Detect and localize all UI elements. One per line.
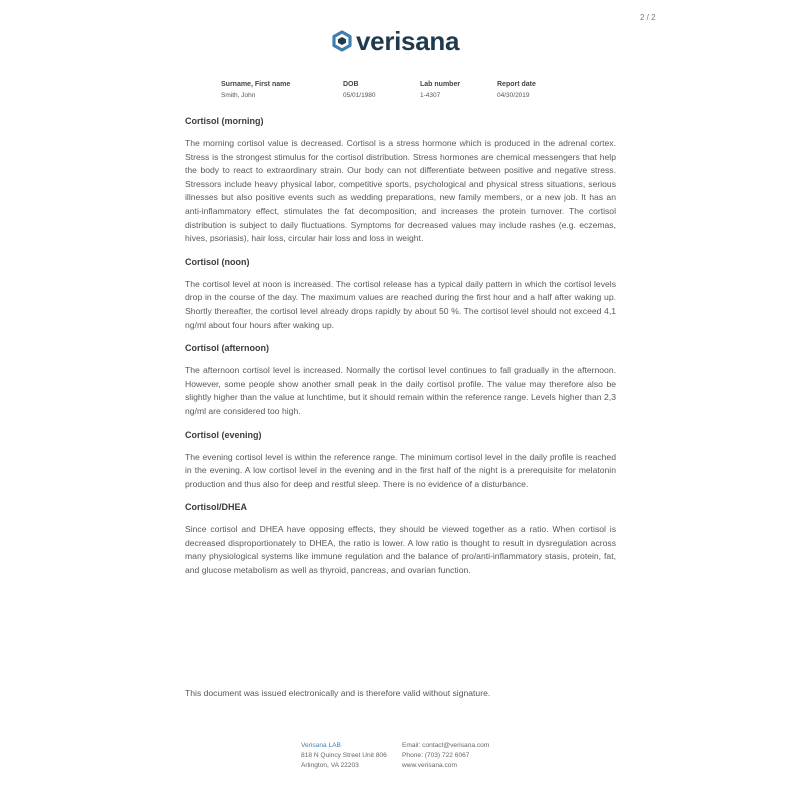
lab-number-column bbox=[420, 81, 497, 99]
hexagon-logo-icon bbox=[332, 30, 352, 52]
name-value: Smith, John bbox=[221, 92, 256, 99]
lab-number-label: Lab number bbox=[420, 81, 461, 88]
patient-name-column bbox=[221, 81, 343, 99]
footer-email: Email: contact@verisana.com bbox=[402, 742, 490, 749]
footer-address-line1: 818 N Quincy Street Unit 806 bbox=[301, 752, 387, 759]
section-cortisol-afternoon bbox=[185, 341, 616, 418]
section-cortisol-noon bbox=[185, 255, 616, 332]
report-date-value: 04/30/2019 bbox=[497, 92, 530, 99]
verisana-logo bbox=[332, 28, 459, 54]
electronic-issue-note: This document was issued electronically and is therefore valid without signature. bbox=[185, 688, 491, 698]
section-title: Cortisol/DHEA bbox=[185, 502, 248, 513]
lab-number-value: 1-4307 bbox=[420, 92, 441, 99]
section-cortisol-morning bbox=[185, 114, 616, 246]
page-number: 2 / 2 bbox=[640, 13, 656, 22]
footer-phone: Phone: (703) 722 6067 bbox=[402, 752, 470, 759]
dob-label: DOB bbox=[343, 81, 359, 88]
section-body: The evening cortisol level is within the reference range. The minimum cortisol level in the daily profile is reached in the evening. A low cortisol level in the evening and in the first half of the night is a prerequisite for melatonin production and thus also for deep and restful sleep. There is no evidence of a disturbance. bbox=[185, 451, 616, 489]
dob-value: 05/01/1980 bbox=[343, 92, 376, 99]
section-cortisol-dhea bbox=[185, 500, 616, 577]
section-body: Since cortisol and DHEA have opposing effects, they should be viewed together as a ratio. When cortisol is decreased disproportionately to DHEA, the ratio is lower. A low ratio is thought to result in dysregulation across many physiological systems like immune regulation and the balance of pro/anti-inflammatory stasis, protein, fat, and glucose metabolism as well as thyroid, pancreas, and ovarian function. bbox=[185, 524, 616, 576]
footer-address bbox=[301, 741, 402, 771]
brand-name: verisana bbox=[356, 26, 460, 56]
page-footer bbox=[301, 741, 489, 771]
name-label: Surname, First name bbox=[221, 81, 291, 88]
footer-website: www.verisana.com bbox=[402, 762, 457, 769]
section-title: Cortisol (morning) bbox=[185, 116, 264, 126]
section-body: The morning cortisol value is decreased. Cortisol is a stress hormone which is produced in the adrenal cortex. Stress is the strongest stimulus for the cortisol distribution. Stress hormones are chemical messengers that help the body to react to extraordinary strain. Our body can not differentiate between positive and negative stress. Stressors include heavy physical labor, competitive sports, psychological and physical stress situations, serious illnesses but also positive events such as wedding preparations, new family members, or a new job. It has an anti-inflammatory effect, stimulates the fat decomposition, and increases the protein turnover. The cortisol distribution is subject to daily fluctuations. Symptoms for decreased values may include rashes (e.g. eczemas, hives, psoriasis), hair loss, circular hair loss and loss in weight. bbox=[185, 138, 616, 244]
section-title: Cortisol (evening) bbox=[185, 429, 262, 440]
patient-header bbox=[221, 81, 587, 99]
report-content bbox=[185, 114, 616, 587]
dob-column bbox=[343, 81, 420, 99]
footer-contact bbox=[402, 741, 489, 771]
report-date-column bbox=[497, 81, 587, 99]
footer-address-line2: Arlington, VA 22203 bbox=[301, 762, 359, 769]
footer-company-name: Verisana LAB bbox=[301, 742, 341, 749]
section-body: The afternoon cortisol level is increased. Normally the cortisol level continues to fall gradually in the afternoon. However, some people show another small peak in the daily cortisol profile. The value may therefore also be slightly higher than the value at lunchtime, but it should remain within the reference range. Levels higher than 2,3 ng/ml are considered too high. bbox=[185, 365, 616, 416]
section-title: Cortisol (noon) bbox=[185, 256, 250, 267]
report-date-label: Report date bbox=[497, 81, 536, 88]
section-body: The cortisol level at noon is increased. The cortisol release has a typical daily pattern in which the cortisol levels drop in the course of the day. The maximum values are reached during the first hour and a half after waking up. Shortly thereafter, the cortisol level already drops rapidly by about 50 %. The cortisol level should not exceed 4,1 ng/ml about four hours after waking up. bbox=[185, 278, 616, 330]
section-cortisol-evening bbox=[185, 428, 616, 492]
section-title: Cortisol (afternoon) bbox=[185, 343, 269, 354]
